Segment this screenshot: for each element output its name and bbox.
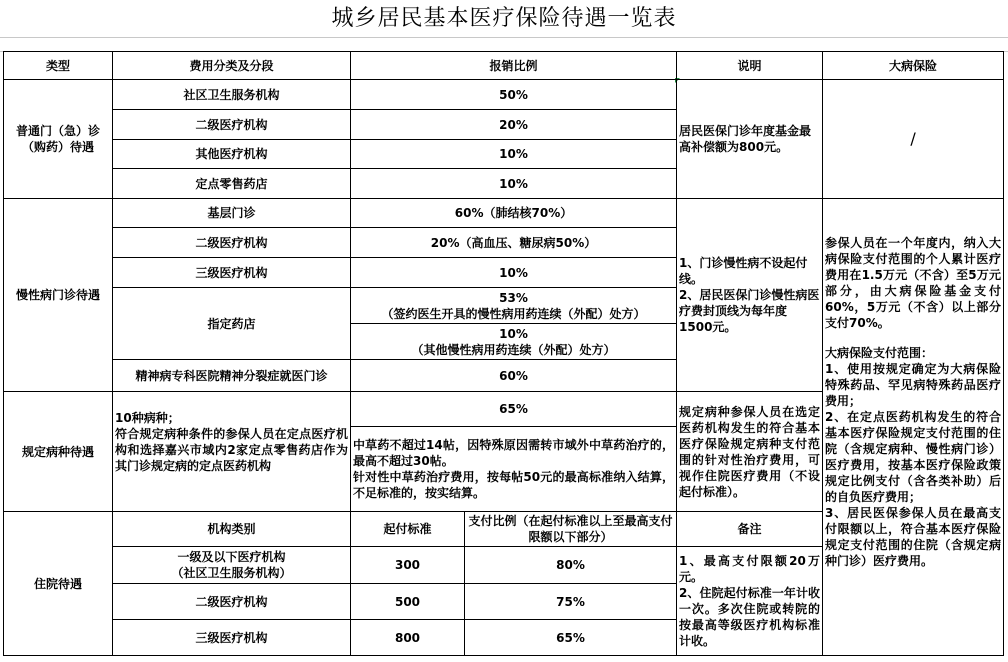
inpatient-header-remark: 备注: [677, 512, 823, 547]
major-para-1: 参保人员在一个年度内，纳入大病保险支付范围的个人累计医疗费用在1.5万元（不含）至5万元部分，由大病保险基金支付60%，5万元（不含）以上部分支付70%。: [825, 236, 1002, 330]
institution-name: 二级医疗机构: [113, 584, 351, 620]
category-name: 二级医疗机构: [113, 110, 351, 140]
ratio-value: 60%: [351, 360, 677, 392]
inpatient-remark-1: 1、最高支付限额20万元。: [679, 554, 821, 584]
deductible-value: 800: [351, 620, 465, 656]
ratio-value: 53%: [499, 290, 528, 305]
category-name: 指定药店: [113, 288, 351, 360]
ratio-value: 10%: [499, 326, 528, 341]
spacer-row: [0, 37, 1008, 52]
specified-desc-1: 10种病种；: [115, 411, 180, 425]
ratio-value: 10%: [351, 258, 677, 288]
category-name: 社区卫生服务机构: [113, 80, 351, 110]
header-major: 大病保险: [823, 52, 1004, 80]
header-category: 费用分类及分段: [113, 52, 351, 80]
ratio-value: 65%: [351, 392, 677, 427]
pharmacy-ratio-signed: [351, 288, 676, 324]
chronic-note-2: 2、居民医保门诊慢性病医疗费封顶线为每年度1500元。: [679, 288, 820, 334]
chronic-label: 慢性病门诊待遇: [4, 199, 113, 392]
ratio-value: 10%: [351, 140, 677, 169]
inpatient-header-deductible: 起付标准: [351, 512, 465, 547]
pharmacy-ratio-cell: [351, 288, 677, 360]
major-para-2: 大病保险支付范围：: [825, 346, 934, 360]
major-para-4: 2、在定点医药机构发生的符合基本医疗保险规定支付范围的住院（含规定病种、慢性病门诊）医疗费用，按基本医疗保险政策规定比例支付（含各类补助）后的自负医疗费用；: [825, 410, 1002, 504]
table-row: [4, 199, 1004, 228]
header-row: [4, 52, 1004, 80]
page-title: 城乡居民基本医疗保险待遇一览表: [0, 0, 1008, 38]
outpatient-label: 普通门（急）诊（购药）待遇: [4, 80, 113, 199]
table-row: [4, 80, 1004, 110]
ratio-value: 20%（高血压、糖尿病50%）: [351, 228, 677, 258]
major-gap: [825, 331, 1001, 345]
category-name: 其他医疗机构: [113, 140, 351, 169]
herbal-rule: [351, 427, 677, 512]
deductible-value: 300: [351, 547, 465, 584]
outpatient-major: /: [823, 80, 1004, 199]
category-name: 精神病专科医院精神分裂症就医门诊: [113, 360, 351, 392]
ratio-condition: （其他慢性病用药连续（外配）处方）: [411, 342, 616, 357]
specified-label: 规定病种待遇: [4, 392, 113, 512]
outpatient-note: 居民医保门诊年度基金最高补偿额为800元。: [677, 80, 823, 199]
ratio-condition: （签约医生开具的慢性病用药连续（外配）处方）: [381, 306, 646, 321]
header-note: 说明: [677, 52, 823, 80]
header-ratio: 报销比例: [351, 52, 677, 80]
deductible-value: 500: [351, 584, 465, 620]
specified-desc-2: 符合规定病种条件的参保人员在定点医疗机构和选择嘉兴市域内2家定点零售药店作为其门诊规定病的定点医药机构: [115, 427, 348, 473]
inpatient-remark: [677, 547, 823, 656]
pharmacy-ratio-other: [351, 324, 676, 359]
institution-name-line: 一级及以下医疗机构: [177, 550, 286, 564]
inpatient-label: 住院待遇: [4, 512, 113, 656]
major-para-5: 3、居民医保参保人员在最高支付限额以上，符合基本医疗保险规定支付范围的住院（含规定病种门诊）医疗费用。: [825, 506, 1002, 568]
major-insurance-cell: [823, 199, 1004, 656]
header-type: 类型: [4, 52, 113, 80]
ratio-value: 10%: [351, 169, 677, 199]
ratio-value: 60%（肺结核70%）: [351, 199, 677, 228]
category-name: 基层门诊: [113, 199, 351, 228]
category-name: 二级医疗机构: [113, 228, 351, 258]
ratio-value: 65%: [465, 620, 677, 656]
inpatient-header-institution: 机构类别: [113, 512, 351, 547]
herbal-rule-2: 针对性中草药治疗费用，按每帖50元的最高标准纳入结算，不足标准的，按实结算。: [353, 470, 675, 500]
category-name: 三级医疗机构: [113, 258, 351, 288]
institution-name: [113, 547, 351, 584]
herbal-rule-1: 中草药不超过14帖，因特殊原因需转市域外中草药治疗的，最高不超过30帖。: [353, 438, 675, 468]
institution-name-sub: （社区卫生服务机构）: [171, 566, 292, 580]
category-name: 定点零售药店: [113, 169, 351, 199]
institution-name: 三级医疗机构: [113, 620, 351, 656]
chronic-note-1: 1、门诊慢性病不设起付线。: [679, 256, 808, 286]
specified-desc: [113, 392, 351, 512]
ratio-value: 20%: [351, 110, 677, 140]
specified-note: 规定病种参保人员在选定医药机构发生的符合基本医疗保险规定病种支付范围的针对性治疗费用，可视作住院医疗费用（不设起付标准）。: [677, 392, 823, 512]
ratio-value: 75%: [465, 584, 677, 620]
benefit-table: [3, 51, 1004, 656]
ratio-value: 50%: [351, 80, 677, 110]
inpatient-header-ratio: 支付比例（在起付标准以上至最高支付限额以下部分）: [465, 512, 677, 547]
major-para-3: 1、使用按规定确定为大病保险特殊药品、罕见病特殊药品医疗费用；: [825, 362, 1002, 408]
inpatient-remark-2: 2、住院起付标准一年计收一次。多次住院或转院的按最高等级医疗机构标准计收。: [679, 586, 821, 648]
chronic-note: [677, 199, 823, 392]
ratio-value: 80%: [465, 547, 677, 584]
